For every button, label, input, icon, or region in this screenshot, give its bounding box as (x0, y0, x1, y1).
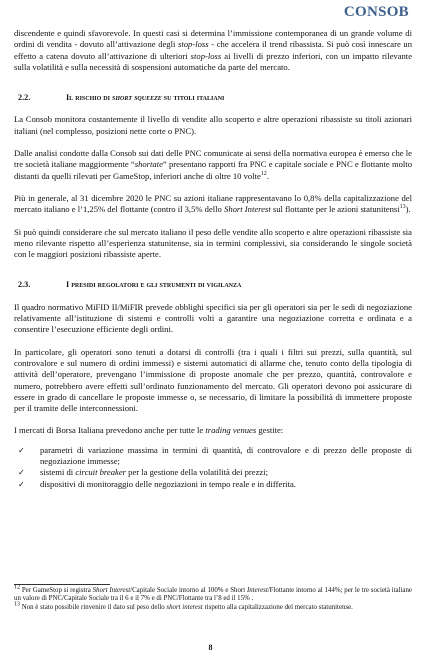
list-item: ✓ sistemi di circuit breaker per la gestione della volatilità dei prezzi; (14, 467, 412, 478)
checkmark-icon: ✓ (18, 468, 25, 478)
section-2-3-heading (14, 279, 412, 290)
footnotes (14, 584, 412, 612)
section-title: I presidi regolatori e gli strumenti di vigilanza (66, 280, 242, 290)
footnote-ref-12[interactable]: 12 (260, 170, 267, 177)
section-2-2-paragraph-2: Dalle analisi condotte dalla Consob sui dati delle PNC comunicate ai sensi della normativa europea è emerso che le tre società italiane maggiormente “shortate” presentano rapporti fra PNC e capitale sociale e PNC e flottante molto distanti da quelli rilevati per GameStop, inferiori anche di oltre 10 volte$^{12}$. (14, 148, 412, 181)
section-2-2-paragraph-4: Si può quindi considerare che sul mercato italiano il peso delle vendite allo scoperto e altre operazioni ribassiste sia meno rilevante rispetto all’esperienza statunitense, sia in termini complessivi, sia considerando le singole società con le maggiori posizioni ribassiste aperte. (14, 226, 412, 260)
list-item: ✓ parametri di variazione massima in termini di quantità, di controvalore e di prezzo delle proposte di negoziazione immesse; (14, 445, 412, 468)
footnote-divider (14, 584, 110, 585)
section-2-3-paragraph-1: Il quadro normativo MiFID II/MiFIR prevede obblighi specifici sia per gli operatori sia per le sedi di negoziazione relativamente all’istituzione di sistemi e controlli volti a garantire una negoziazione corretta e ordinata e a consentire l’esecuzione efficiente degli ordini. (14, 301, 412, 335)
section-2-2-paragraph-3: Più in generale, al 31 dicembre 2020 le PNC su azioni italiane rappresentavano lo 0,8% della capitalizzazione del mercato italiano e l’1,25% del flottante (contro il 3,5% dello Short Interest sul flottante per le azioni statunitensi$^{13}$). (14, 192, 412, 215)
document-body (14, 28, 412, 490)
list-item: ✓ dispositivi di monitoraggio delle negoziazioni in tempo reale e in differita. (14, 479, 412, 490)
section-2-2-heading (14, 92, 412, 103)
checkmark-icon: ✓ (18, 479, 25, 489)
section-2-3-paragraph-3: I mercati di Borsa Italiana prevedono anche per tutte le trading venues gestite: (14, 425, 284, 436)
footnote-ref-13[interactable]: 13 (399, 204, 406, 211)
page-number: 8 (208, 643, 213, 652)
intro-paragraph: discendente e quindi sfavorevole. In questi casi si determina l’immissione contemporanea di un grande volume di ordini di vendita - dovuto all’attivazione degli stop-loss - che accelera il trend ribassista. Si può così innescare un effetto a catena dovuto all’attivazione di ulteriori stop-loss ai livelli di prezzo inferiori, con un impatto rilevante sulla volatilità e sulla necessità di sospensioni automatiche da parte del mercato. (14, 28, 413, 72)
bullet-list (14, 445, 412, 490)
checkmark-icon: ✓ (18, 445, 25, 455)
section-number: 2.3. (18, 280, 31, 290)
footnote-13: $^{13}$ Non è stato possibile rinvenire il dato sul peso dello short interest rispetto alla capitalizzazione del mercato statunitense. (14, 601, 353, 611)
section-title: Il rischio di short squeeze su titoli italiani (66, 93, 225, 103)
section-number: 2.2. (18, 93, 31, 103)
footnote-12: $^{12}$ Per GameStop si registra Short Interest/Capitale Sociale intorno al 100% e Short Interest/Flottante intorno al 144%; per le tre società italiane un valore di PNC/Capitale Sociale tra il 6 e il 7% e di PNC/Flottante tra l’8 ed il 15% . (14, 584, 412, 603)
consob-logo: CONSOB (343, 4, 409, 20)
section-2-2-paragraph-1: La Consob monitora costantemente il livello di vendite allo scoperto e altre operazioni ribassiste su titoli azionari italiani (nel complesso, posizioni nette corte o PNC). (14, 114, 412, 136)
section-2-3-paragraph-2: In particolare, gli operatori sono tenuti a dotarsi di controlli (tra i quali i filtri sui prezzi, sulla quantità, sul controvalore e sul numero di ordini immessi) e sistemi automatici di allarme che, tenuto conto della tipologia di attività dell’operatore, prevengano l’immissione di proposte anomale che per prezzo, quantità, controvalore e numero, potrebbero avere effetti sull’ordinato funzionamento del mercato. Gli operatori devono poi assicurare di essere in grado di cancellare le proposte immesse o, se necessario, di limitare la possibilità di immettere proposte per il tramite delle interconnessioni. (14, 346, 412, 414)
